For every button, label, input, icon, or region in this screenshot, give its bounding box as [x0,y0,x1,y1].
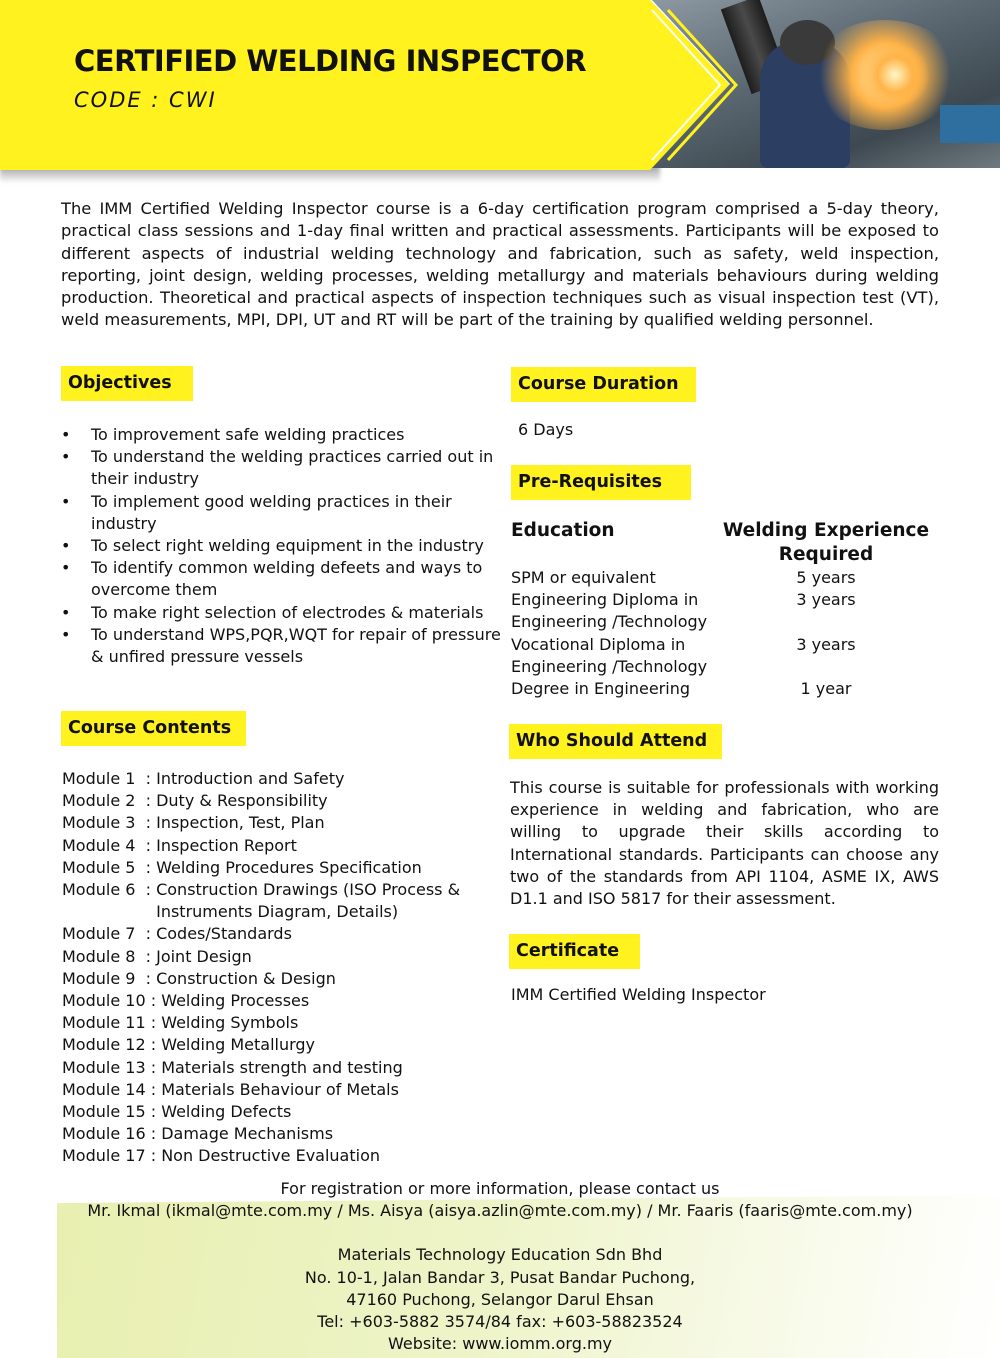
footer-contact [0,1178,1000,1355]
equipment-box [940,105,1000,143]
list-item: • To select right welding equipment in the industry [61,536,484,556]
who-should-attend-text: This course is suitable for professionals with working experience in welding and fabrication, who are willing to upgrade their skills according to International standards. Participants can choose any two of the standards from API 1104, ASME IX, AWS D1.1 and ISO 5817 for their assessment. [510,778,939,909]
chevron-arrow-icon [650,0,740,170]
module-row: Module 2 : Duty & Responsibility [62,791,328,811]
module-row: Module 10 : Welding Processes [62,991,310,1011]
module-row: Module 7 : Codes/Standards [62,924,292,944]
course-duration-value: 6 Days [518,420,574,439]
module-row: Module 1 : Introduction and Safety [62,769,345,788]
spark-glow [855,45,935,105]
list-item: • To identify common welding defeets and ways to overcome them [61,558,483,600]
module-row: Module 3 : Inspection, Test, Plan [62,813,325,833]
course-duration-heading: Course Duration [511,367,696,402]
who-should-attend-heading: Who Should Attend [509,724,722,759]
table-row: SPM or equivalent 5 years [511,568,856,587]
contact-emails: Mr. Ikmal (ikmal@mte.com.my / Ms. Aisya (aisya.azlin@mte.com.my) / Mr. Faaris (faaris@mte.com.my) [87,1201,913,1221]
objectives-list [61,424,501,668]
table-row: Vocational Diploma in Engineering /Technology 3 years [511,634,856,676]
address-line-1: No. 10-1, Jalan Bandar 3, Pusat Bandar Puchong, [304,1267,696,1287]
page-title: CERTIFIED WELDING INSPECTOR [74,44,587,78]
module-row: Module 15 : Welding Defects [62,1102,292,1122]
course-code: CODE : CWI [74,88,217,112]
module-row: Module 14 : Materials Behaviour of Metals [62,1079,399,1099]
module-row: Module 16 : Damage Mechanisms [62,1124,334,1144]
prerequisites-table [511,519,941,700]
prerequisites-heading: Pre-Requisites [511,465,691,500]
list-item: • To implement good welding practices in their industry [61,491,452,533]
column-header-experience: Welding Experience Required [722,520,930,565]
module-row: Module 9 : Construction & Design [62,968,336,988]
course-contents-heading: Course Contents [61,711,246,746]
module-row: Module 6 : Construction Drawings (ISO Process & Instruments Diagram, Details) [62,880,461,922]
module-row: Module 8 : Joint Design [62,946,252,966]
list-item: • To improvement safe welding practices [61,425,405,444]
column-header-education: Education [511,520,615,541]
module-row: Module 12 : Welding Metallurgy [62,1035,316,1055]
list-item: • To understand WPS,PQR,WQT for repair of pressure & unfired pressure vessels [61,624,501,667]
company-name: Materials Technology Education Sdn Bhd [337,1245,663,1265]
module-row: Module 13 : Materials strength and testing [62,1057,403,1077]
module-row: Module 17 : Non Destructive Evaluation [62,1146,380,1166]
module-row: Module 4 : Inspection Report [62,835,297,855]
module-row: Module 11 : Welding Symbols [62,1013,299,1033]
objectives-heading: Objectives [61,366,193,401]
module-list [62,768,502,1168]
address-line-2: 47160 Puchong, Selangor Darul Ehsan [346,1289,654,1309]
module-row: Module 5 : Welding Procedures Specification [62,857,422,877]
table-row: Engineering Diploma in Engineering /Technology 3 years [511,590,856,632]
list-item: • To understand the welding practices carried out in their industry [61,447,494,489]
website: Website: www.iomm.org.my [387,1334,612,1354]
phone-fax: Tel: +603-5882 3574/84 fax: +603-58823524 [317,1312,683,1332]
contact-intro: For registration or more information, please contact us [280,1179,720,1198]
list-item: • To make right selection of electrodes & materials [61,602,484,622]
certificate-value: IMM Certified Welding Inspector [511,985,766,1004]
intro-paragraph: The IMM Certified Welding Inspector course is a 6-day certification program comprised a 5-day theory, practical class sessions and 1-day final written and practical assessments. Participants will be exposed to different aspects of industrial welding technology and fabrication, such as safety, weld inspection, reporting, joint design, welding processes, welding metallurgy and materials behaviours during welding production. Theoretical and practical aspects of inspection techniques such as visual inspection test (VT), weld measurements, MPI, DPI, UT and RT will be part of the training by qualified welding personnel. [61,199,939,330]
footer-spacer [0,1222,1000,1244]
table-row: Degree in Engineering 1 year [511,679,852,699]
title-banner [0,0,730,170]
certificate-heading: Certificate [509,934,640,969]
table-header [511,519,941,567]
